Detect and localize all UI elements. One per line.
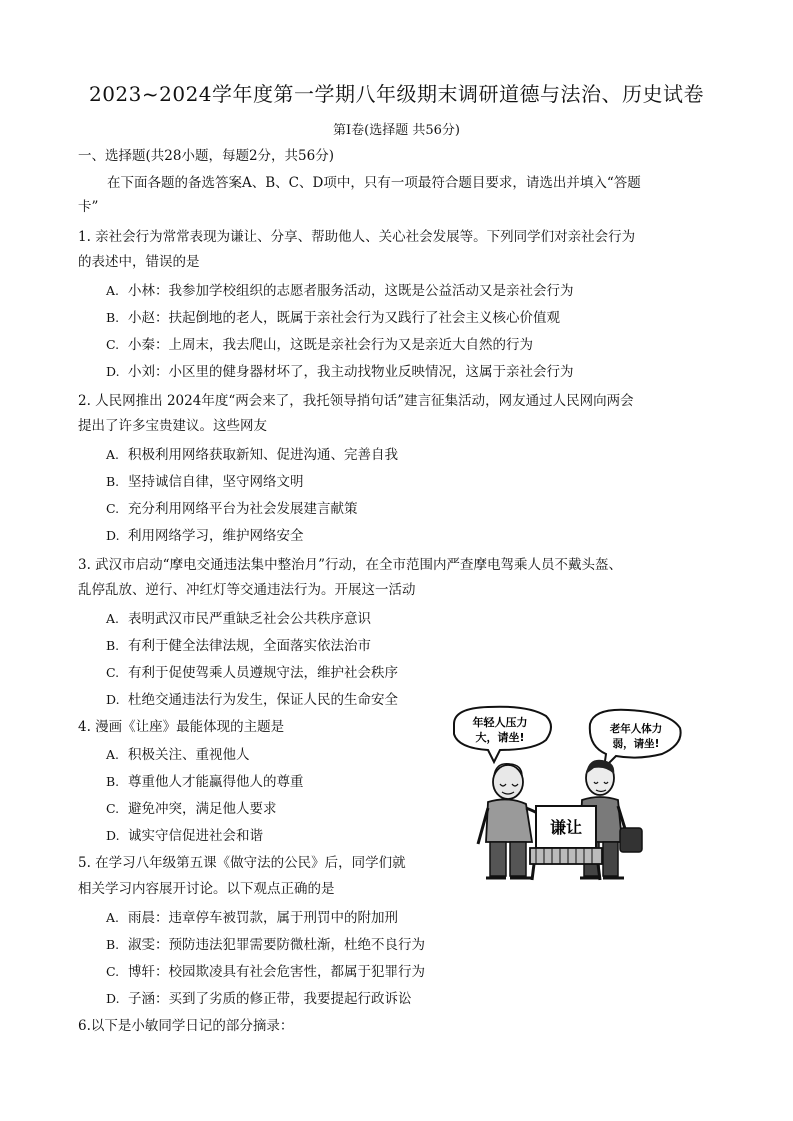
option-label: A. [106, 283, 120, 298]
option-label: A. [106, 447, 120, 462]
option-label: D. [106, 528, 120, 543]
question-1-option-b[interactable] [106, 309, 560, 327]
question-2-stem-line-2: 提出了许多宝贵建议。这些网友 [78, 418, 267, 434]
question-3-option-d[interactable] [106, 691, 398, 709]
option-text: 淑雯：预防违法犯罪需要防微杜渐，杜绝不良行为 [128, 937, 425, 953]
option-text: 表明武汉市民严重缺乏社会公共秩序意识 [128, 611, 371, 627]
question-1-stem-line-2: 的表述中，错误的是 [78, 254, 200, 270]
option-label: D. [106, 692, 120, 707]
option-label: C. [106, 964, 120, 979]
option-text: 有利于健全法律法规，全面落实依法治市 [128, 638, 371, 654]
question-3-stem-line-2: 乱停乱放、逆行、冲红灯等交通违法行为。开展这一活动 [78, 582, 416, 598]
option-text: 博轩：校园欺凌具有社会危害性，都属于犯罪行为 [128, 964, 425, 980]
option-label: A. [106, 611, 120, 626]
option-label: B. [106, 937, 120, 952]
option-label: C. [106, 801, 120, 816]
option-text: 小林：我参加学校组织的志愿者服务活动，这既是公益活动又是亲社会行为 [128, 283, 574, 299]
question-2-option-a[interactable] [106, 446, 398, 464]
instruction-line-1: 在下面各题的备选答案A、B、C、D项中，只有一项最符合题目要求，请选出并填入“答题 [107, 175, 641, 191]
right-bubble-line-2: 弱，请坐! [612, 738, 660, 750]
option-text: 尊重他人才能赢得他人的尊重 [128, 774, 304, 790]
option-text: 避免冲突，满足他人要求 [128, 801, 277, 817]
question-5-stem-line-1: 5. 在学习八年级第五课《做守法的公民》后，同学们就 [78, 855, 406, 871]
option-label: C. [106, 501, 120, 516]
question-2-option-d[interactable] [106, 527, 304, 545]
option-label: C. [106, 337, 120, 352]
option-label: D. [106, 991, 120, 1006]
option-text: 小赵：扶起倒地的老人，既属于亲社会行为又践行了社会主义核心价值观 [128, 310, 560, 326]
question-2-option-c[interactable] [106, 500, 358, 518]
cartoon-illustration [448, 702, 686, 884]
option-label: B. [106, 310, 120, 325]
question-1-option-a[interactable] [106, 282, 574, 300]
option-label: C. [106, 665, 120, 680]
question-3-option-a[interactable] [106, 610, 371, 628]
option-label: A. [106, 910, 120, 925]
exam-subtitle: 第Ⅰ卷(选择题 共56分) [333, 123, 460, 138]
option-text: 有利于促使驾乘人员遵规守法，维护社会秩序 [128, 665, 398, 681]
bag-icon [620, 828, 642, 852]
question-6-stem-line-1: 6.以下是小敏同学日记的部分摘录： [78, 1018, 294, 1034]
right-bubble-line-1: 老年人体力 [609, 723, 663, 735]
question-4-option-b[interactable] [106, 773, 304, 791]
question-4-stem-line-1: 4. 漫画《让座》最能体现的主题是 [78, 719, 285, 735]
option-text: 充分利用网络平台为社会发展建言献策 [128, 501, 358, 517]
question-4-option-d[interactable] [106, 827, 263, 845]
option-text: 积极关注、重视他人 [128, 747, 250, 763]
option-text: 杜绝交通违法行为发生，保证人民的生命安全 [128, 692, 398, 708]
left-bubble-line-1: 年轻人压力 [472, 716, 528, 729]
question-5-option-d[interactable] [106, 990, 412, 1008]
option-text: 小秦：上周末，我去爬山，这既是亲社会行为又是亲近大自然的行为 [128, 337, 533, 353]
option-text: 子涵：买到了劣质的修正带，我要提起行政诉讼 [128, 991, 412, 1007]
question-5-stem-line-2: 相关学习内容展开讨论。以下观点正确的是 [78, 881, 335, 897]
question-2-stem-line-1: 2. 人民网推出 2024年度“两会来了，我托领导捎句话”建言征集活动，网友通过人民网向两会 [78, 393, 634, 409]
question-5-option-a[interactable] [106, 909, 398, 927]
question-1-option-d[interactable] [106, 363, 574, 381]
option-text: 雨晨：违章停车被罚款，属于刑罚中的附加刑 [128, 910, 398, 926]
seat-sign-text: 谦让 [549, 818, 583, 837]
instruction-line-2: 卡” [78, 199, 99, 215]
option-label: B. [106, 474, 120, 489]
option-text: 积极利用网络获取新知、促进沟通、完善自我 [128, 447, 398, 463]
question-3-option-b[interactable] [106, 637, 371, 655]
section-heading: 一、选择题(共28小题，每题2分，共56分) [78, 148, 334, 164]
cartoon-svg [448, 702, 686, 884]
question-2-option-b[interactable] [106, 473, 304, 491]
option-label: B. [106, 638, 120, 653]
left-bubble-line-2: 大，请坐! [475, 731, 525, 744]
question-3-stem-line-1: 3. 武汉市启动“摩电交通违法集中整治月”行动，在全市范围内严查摩电驾乘人员不戴头盔、 [78, 557, 622, 573]
option-label: D. [106, 828, 120, 843]
question-1-stem-line-1: 1. 亲社会行为常常表现为谦让、分享、帮助他人、关心社会发展等。下列同学们对亲社会行为 [78, 229, 636, 245]
option-text: 小刘：小区里的健身器材坏了，我主动找物业反映情况，这属于亲社会行为 [128, 364, 574, 380]
question-5-option-c[interactable] [106, 963, 425, 981]
option-label: B. [106, 774, 120, 789]
question-1-option-c[interactable] [106, 336, 533, 354]
option-text: 利用网络学习，维护网络安全 [128, 528, 304, 544]
question-5-option-b[interactable] [106, 936, 425, 954]
option-label: D. [106, 364, 120, 379]
exam-title: 2023~2024学年度第一学期八年级期末调研道德与法治、历史试卷 [88, 82, 705, 106]
option-text: 诚实守信促进社会和谐 [128, 828, 263, 844]
option-label: A. [106, 747, 120, 762]
question-4-option-c[interactable] [106, 800, 277, 818]
question-3-option-c[interactable] [106, 664, 398, 682]
option-text: 坚持诚信自律，坚守网络文明 [128, 474, 304, 490]
question-4-option-a[interactable] [106, 746, 250, 764]
